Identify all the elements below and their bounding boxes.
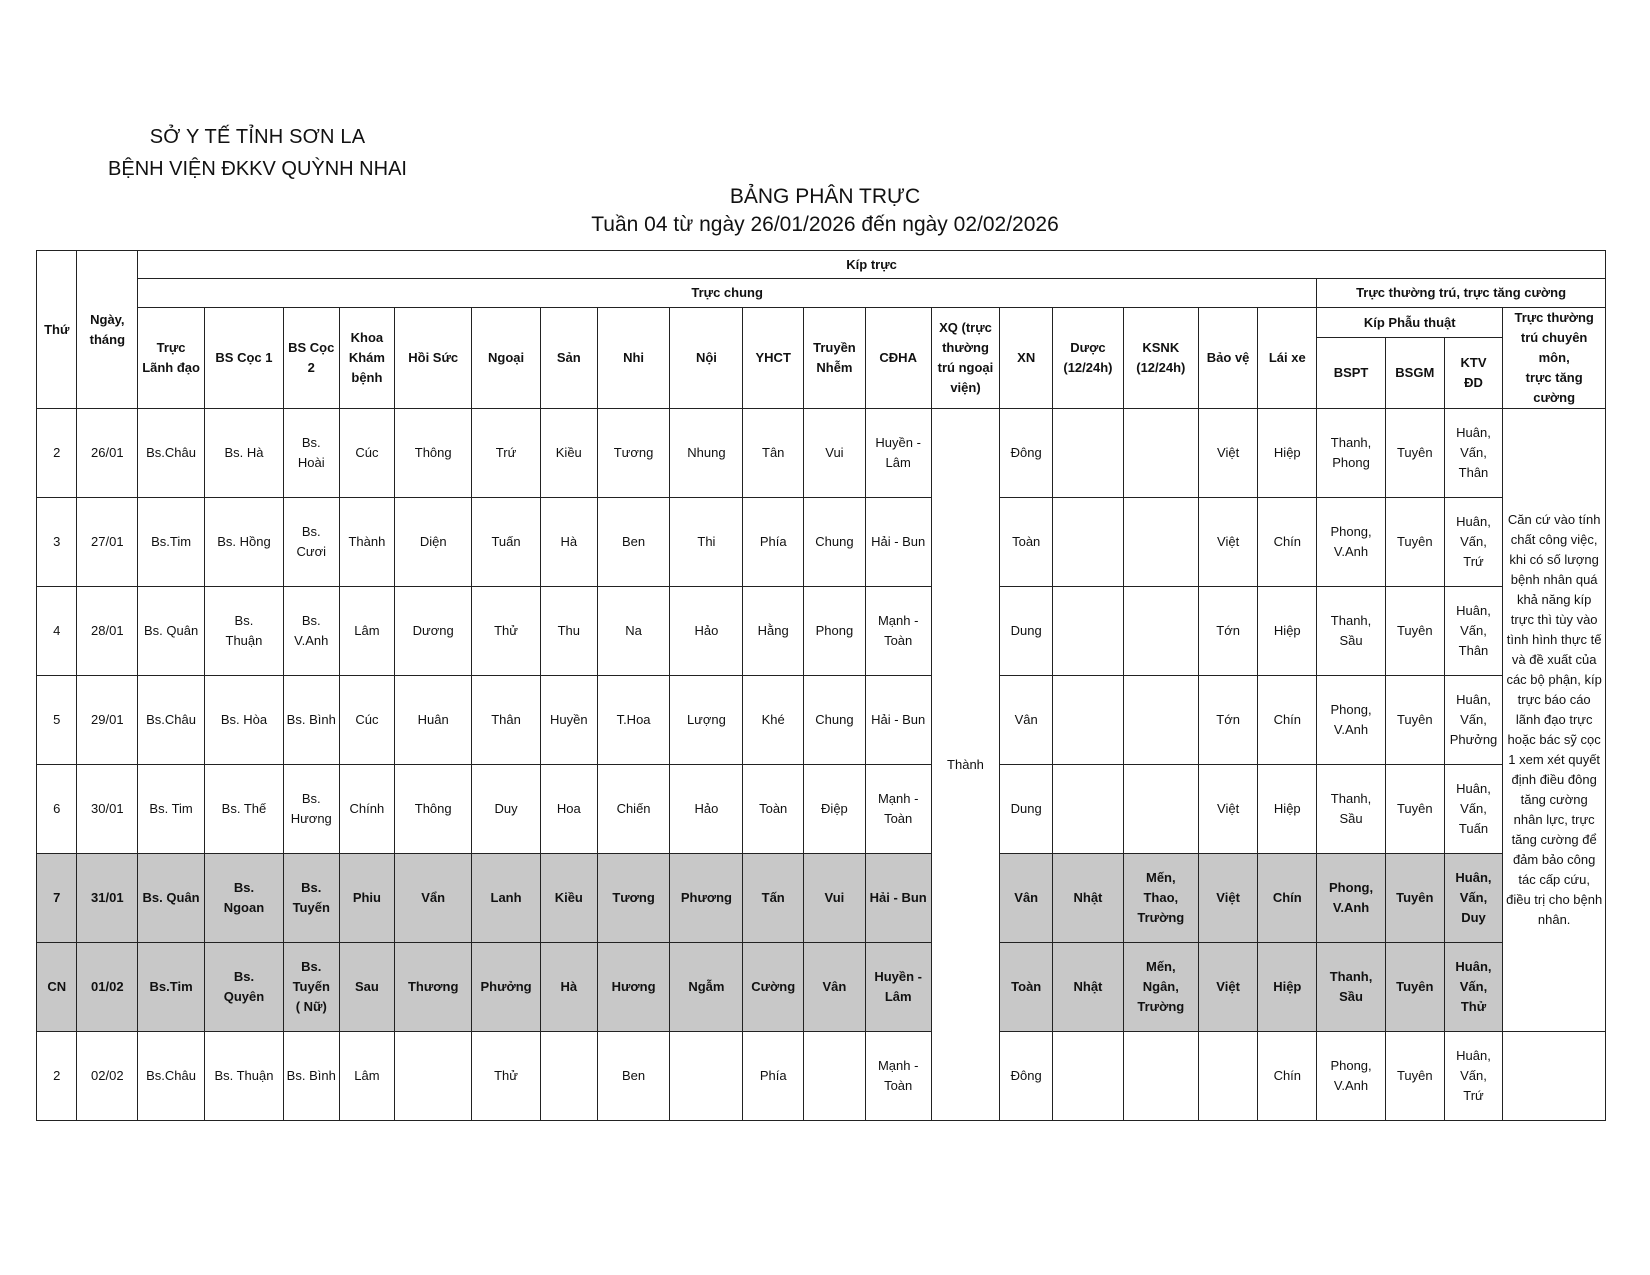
cell-yhct: Phía <box>743 498 804 587</box>
cell-lanh-dao: Bs. Quân <box>138 587 205 676</box>
cell-lai-xe: Chín <box>1258 498 1317 587</box>
cell-bsgm: Tuyên <box>1385 409 1444 498</box>
cell-ksnk <box>1123 587 1198 676</box>
cell-nhi: Tương <box>597 409 670 498</box>
column-header: BS Cọc 2 <box>283 308 339 409</box>
cell-lanh-dao: Bs.Châu <box>138 409 205 498</box>
header-truc-chung: Trực chung <box>138 279 1317 308</box>
cell-cdha: Hải - Bun <box>865 676 931 765</box>
cell-noi: Phương <box>670 854 743 943</box>
cell-bspt: Phong, V.Anh <box>1317 1032 1386 1121</box>
cell-bsgm: Tuyên <box>1385 854 1444 943</box>
duty-roster-table <box>36 250 1606 1121</box>
cell-thu: CN <box>37 943 77 1032</box>
table-row <box>37 498 1606 587</box>
cell-bao-ve: Tớn <box>1198 676 1258 765</box>
table-row <box>37 943 1606 1032</box>
column-header: CĐHA <box>865 308 931 409</box>
cell-truyen: Vui <box>804 854 866 943</box>
column-header: Nhi <box>597 308 670 409</box>
cell-bsgm: Tuyên <box>1385 498 1444 587</box>
cell-truyen: Vui <box>804 409 866 498</box>
cell-truyen: Phong <box>804 587 866 676</box>
cell-coc1: Bs. Ngoan <box>204 854 283 943</box>
cell-ngoai: Lanh <box>472 854 541 943</box>
table-row <box>37 587 1606 676</box>
cell-duoc <box>1053 409 1124 498</box>
cell-ngoai: Trứ <box>472 409 541 498</box>
cell-ngay: 28/01 <box>77 587 138 676</box>
column-header: Khoa Khám bệnh <box>339 308 395 409</box>
cell-coc2: Bs. Hương <box>283 765 339 854</box>
cell-coc2: Bs. Hoài <box>283 409 339 498</box>
cell-noi: Hảo <box>670 765 743 854</box>
cell-lai-xe: Chín <box>1258 854 1317 943</box>
cell-kham: Cúc <box>339 409 395 498</box>
cell-bao-ve: Việt <box>1198 498 1258 587</box>
cell-coc1: Bs. Hồng <box>204 498 283 587</box>
cell-cdha: Mạnh - Toàn <box>865 1032 931 1121</box>
cell-yhct: Hằng <box>743 587 804 676</box>
cell-coc2: Bs. V.Anh <box>283 587 339 676</box>
cell-coc2: Bs. Bình <box>283 676 339 765</box>
cell-san: Huyền <box>540 676 597 765</box>
cell-duoc <box>1053 676 1124 765</box>
cell-kham: Lâm <box>339 1032 395 1121</box>
cell-kham: Lâm <box>339 587 395 676</box>
cell-thu: 5 <box>37 676 77 765</box>
column-header: YHCT <box>743 308 804 409</box>
cell-bsgm: Tuyên <box>1385 587 1444 676</box>
cell-noi: Nhung <box>670 409 743 498</box>
cell-ktv: Huân, Vấn, Thân <box>1444 409 1503 498</box>
cell-hoi-suc: Diện <box>395 498 472 587</box>
page-title: BẢNG PHÂN TRỰC <box>729 185 921 208</box>
cell-ktv: Huân, Vấn, Phưởng <box>1444 676 1503 765</box>
cell-ngay: 01/02 <box>77 943 138 1032</box>
cell-bao-ve: Việt <box>1198 409 1258 498</box>
cell-thu: 3 <box>37 498 77 587</box>
cell-yhct: Khé <box>743 676 804 765</box>
cell-xn: Đông <box>1000 409 1053 498</box>
cell-ngay: 27/01 <box>77 498 138 587</box>
column-header: Bảo vệ <box>1198 308 1258 409</box>
column-header: Sản <box>540 308 597 409</box>
cell-ksnk <box>1123 765 1198 854</box>
cell-lai-xe: Chín <box>1258 1032 1317 1121</box>
cell-kham: Chính <box>339 765 395 854</box>
cell-ksnk: Mến, Thao, Trường <box>1123 854 1198 943</box>
column-header: KSNK (12/24h) <box>1123 308 1198 409</box>
cell-lai-xe: Hiệp <box>1258 587 1317 676</box>
cell-ngay: 02/02 <box>77 1032 138 1121</box>
header-truc-chuyen-mon: Trực thường trú chuyên môn, trực tăng cường <box>1503 308 1606 409</box>
cell-bao-ve: Việt <box>1198 943 1258 1032</box>
cell-san <box>540 1032 597 1121</box>
cell-thu: 4 <box>37 587 77 676</box>
cell-nhi: Ben <box>597 498 670 587</box>
cell-ngoai: Tuấn <box>472 498 541 587</box>
cell-yhct: Tấn <box>743 854 804 943</box>
cell-lanh-dao: Bs.Tim <box>138 943 205 1032</box>
cell-cdha: Hải - Bun <box>865 854 931 943</box>
column-header: Dược (12/24h) <box>1053 308 1124 409</box>
cell-san: Thu <box>540 587 597 676</box>
cell-hoi-suc: Thông <box>395 409 472 498</box>
cell-ksnk <box>1123 676 1198 765</box>
table-row <box>37 1032 1606 1121</box>
cell-bsgm: Tuyên <box>1385 943 1444 1032</box>
cell-xn: Vân <box>1000 676 1053 765</box>
empty-note-cell <box>1503 1032 1606 1121</box>
column-header: Lái xe <box>1258 308 1317 409</box>
cell-bspt: Phong, V.Anh <box>1317 676 1386 765</box>
cell-ngoai: Phưởng <box>472 943 541 1032</box>
cell-bspt: Thanh, Phong <box>1317 409 1386 498</box>
cell-coc1: Bs. Thuận <box>204 1032 283 1121</box>
cell-lanh-dao: Bs. Quân <box>138 854 205 943</box>
cell-lanh-dao: Bs.Châu <box>138 676 205 765</box>
cell-kham: Cúc <box>339 676 395 765</box>
cell-ngay: 26/01 <box>77 409 138 498</box>
cell-ktv: Huân, Vấn, Thân <box>1444 587 1503 676</box>
cell-xn: Đông <box>1000 1032 1053 1121</box>
cell-truyen: Vân <box>804 943 866 1032</box>
cell-yhct: Phía <box>743 1032 804 1121</box>
header-truc-thuong-tru: Trực thường trú, trực tăng cường <box>1317 279 1606 308</box>
cell-hoi-suc <box>395 1032 472 1121</box>
cell-thu: 7 <box>37 854 77 943</box>
cell-duoc <box>1053 498 1124 587</box>
column-header: Truyền Nhễm <box>804 308 866 409</box>
header-kip-truc: Kíp trực <box>138 251 1606 279</box>
column-header: Ngoại <box>472 308 541 409</box>
cell-noi: Ngẫm <box>670 943 743 1032</box>
page-subtitle: Tuần 04 từ ngày 26/01/2026 đến ngày 02/02/2026 <box>591 213 1059 236</box>
cell-thu: 2 <box>37 409 77 498</box>
cell-thu: 6 <box>37 765 77 854</box>
cell-cdha: Mạnh - Toàn <box>865 765 931 854</box>
column-header: Nội <box>670 308 743 409</box>
cell-lanh-dao: Bs. Tim <box>138 765 205 854</box>
cell-kham: Phiu <box>339 854 395 943</box>
cell-lai-xe: Hiệp <box>1258 943 1317 1032</box>
cell-ngay: 30/01 <box>77 765 138 854</box>
cell-bspt: Thanh, Sầu <box>1317 943 1386 1032</box>
cell-coc2: Bs. Tuyến <box>283 854 339 943</box>
cell-bao-ve: Tớn <box>1198 587 1258 676</box>
cell-kham: Thành <box>339 498 395 587</box>
cell-nhi: Ben <box>597 1032 670 1121</box>
reinforcement-note: Căn cứ vào tính chất công việc, khi có số lượng bệnh nhân quá khả năng kíp trực thì tùy vào tình hình thực tế và đề xuất của các bộ phận, kíp trực báo cáo lãnh đạo trực hoặc bác sỹ cọc 1 xem xét quyết định điều đông tăng cường nhân lực, trực tăng cường để đảm bảo công tác cấp cứu, điều trị cho bệnh nhân. <box>1503 409 1606 1032</box>
cell-cdha: Mạnh - Toàn <box>865 587 931 676</box>
column-header: XN <box>1000 308 1053 409</box>
cell-bspt: Phong, V.Anh <box>1317 854 1386 943</box>
cell-ktv: Huân, Vấn, Thử <box>1444 943 1503 1032</box>
cell-lanh-dao: Bs.Tim <box>138 498 205 587</box>
cell-ngay: 29/01 <box>77 676 138 765</box>
cell-yhct: Tân <box>743 409 804 498</box>
surgery-column-header: BSPT <box>1317 338 1386 409</box>
cell-lai-xe: Chín <box>1258 676 1317 765</box>
cell-nhi: Hương <box>597 943 670 1032</box>
cell-bspt: Thanh, Sầu <box>1317 587 1386 676</box>
cell-duoc: Nhật <box>1053 854 1124 943</box>
cell-bao-ve <box>1198 1032 1258 1121</box>
cell-xn: Dung <box>1000 765 1053 854</box>
cell-cdha: Huyền - Lâm <box>865 943 931 1032</box>
header-thu: Thứ <box>37 251 77 409</box>
cell-duoc <box>1053 765 1124 854</box>
cell-bsgm: Tuyên <box>1385 765 1444 854</box>
cell-ngoai: Thử <box>472 587 541 676</box>
table-row <box>37 854 1606 943</box>
cell-coc1: Bs. Quyên <box>204 943 283 1032</box>
cell-truyen <box>804 1032 866 1121</box>
column-header: Hồi Sức <box>395 308 472 409</box>
cell-lai-xe: Hiệp <box>1258 765 1317 854</box>
cell-ksnk <box>1123 1032 1198 1121</box>
cell-duoc: Nhật <box>1053 943 1124 1032</box>
cell-coc1: Bs. Thế <box>204 765 283 854</box>
cell-san: Hà <box>540 943 597 1032</box>
cell-nhi: Na <box>597 587 670 676</box>
cell-cdha: Huyền - Lâm <box>865 409 931 498</box>
cell-kham: Sau <box>339 943 395 1032</box>
cell-duoc <box>1053 1032 1124 1121</box>
table-row <box>37 409 1606 498</box>
cell-ktv: Huân, Vấn, Trứ <box>1444 498 1503 587</box>
cell-san: Hà <box>540 498 597 587</box>
cell-hoi-suc: Huân <box>395 676 472 765</box>
cell-noi: Thi <box>670 498 743 587</box>
cell-bspt: Phong, V.Anh <box>1317 498 1386 587</box>
cell-xq-merged: Thành <box>931 409 1000 1121</box>
header-kip-phau-thuat: Kíp Phẫu thuật <box>1317 308 1503 338</box>
surgery-column-header: BSGM <box>1385 338 1444 409</box>
cell-coc1: Bs. Thuận <box>204 587 283 676</box>
cell-lai-xe: Hiệp <box>1258 409 1317 498</box>
cell-truyen: Điệp <box>804 765 866 854</box>
cell-coc1: Bs. Hòa <box>204 676 283 765</box>
cell-bspt: Thanh, Sầu <box>1317 765 1386 854</box>
surgery-column-header: KTV ĐD <box>1444 338 1503 409</box>
cell-duoc <box>1053 587 1124 676</box>
cell-hoi-suc: Vẩn <box>395 854 472 943</box>
cell-san: Hoa <box>540 765 597 854</box>
cell-thu: 2 <box>37 1032 77 1121</box>
cell-bao-ve: Việt <box>1198 854 1258 943</box>
cell-ngay: 31/01 <box>77 854 138 943</box>
cell-hoi-suc: Thương <box>395 943 472 1032</box>
column-header: Trực Lãnh đạo <box>138 308 205 409</box>
cell-ktv: Huân, Vấn, Duy <box>1444 854 1503 943</box>
cell-coc2: Bs. Bình <box>283 1032 339 1121</box>
cell-cdha: Hải - Bun <box>865 498 931 587</box>
cell-ktv: Huân, Vấn, Tuấn <box>1444 765 1503 854</box>
cell-xn: Toàn <box>1000 498 1053 587</box>
cell-coc2: Bs. Tuyến ( Nữ) <box>283 943 339 1032</box>
cell-xn: Dung <box>1000 587 1053 676</box>
cell-ngoai: Thân <box>472 676 541 765</box>
column-header: XQ (trực thường trú ngoại viện) <box>931 308 1000 409</box>
cell-yhct: Toàn <box>743 765 804 854</box>
cell-xn: Toàn <box>1000 943 1053 1032</box>
cell-noi <box>670 1032 743 1121</box>
cell-coc2: Bs. Cươi <box>283 498 339 587</box>
cell-ksnk: Mến, Ngân, Trường <box>1123 943 1198 1032</box>
table-row <box>37 676 1606 765</box>
cell-ngoai: Duy <box>472 765 541 854</box>
header-ngay: Ngày, tháng <box>77 251 138 409</box>
cell-hoi-suc: Dương <box>395 587 472 676</box>
cell-noi: Hảo <box>670 587 743 676</box>
cell-nhi: Tương <box>597 854 670 943</box>
cell-nhi: T.Hoa <box>597 676 670 765</box>
cell-san: Kiều <box>540 409 597 498</box>
cell-ksnk <box>1123 498 1198 587</box>
cell-bsgm: Tuyên <box>1385 1032 1444 1121</box>
cell-ngoai: Thử <box>472 1032 541 1121</box>
cell-coc1: Bs. Hà <box>204 409 283 498</box>
cell-yhct: Cường <box>743 943 804 1032</box>
cell-ktv: Huân, Vấn, Trứ <box>1444 1032 1503 1121</box>
cell-bsgm: Tuyên <box>1385 676 1444 765</box>
cell-noi: Lượng <box>670 676 743 765</box>
cell-truyen: Chung <box>804 498 866 587</box>
cell-hoi-suc: Thông <box>395 765 472 854</box>
org-line-1: SỞ Y TẾ TỈNH SƠN LA <box>149 126 366 148</box>
cell-ksnk <box>1123 409 1198 498</box>
cell-truyen: Chung <box>804 676 866 765</box>
column-header: BS Cọc 1 <box>204 308 283 409</box>
cell-lanh-dao: Bs.Châu <box>138 1032 205 1121</box>
cell-xn: Vân <box>1000 854 1053 943</box>
table-row <box>37 765 1606 854</box>
cell-san: Kiều <box>540 854 597 943</box>
cell-bao-ve: Việt <box>1198 765 1258 854</box>
cell-nhi: Chiến <box>597 765 670 854</box>
org-line-2: BỆNH VIỆN ĐKKV QUỲNH NHAI <box>108 158 407 180</box>
